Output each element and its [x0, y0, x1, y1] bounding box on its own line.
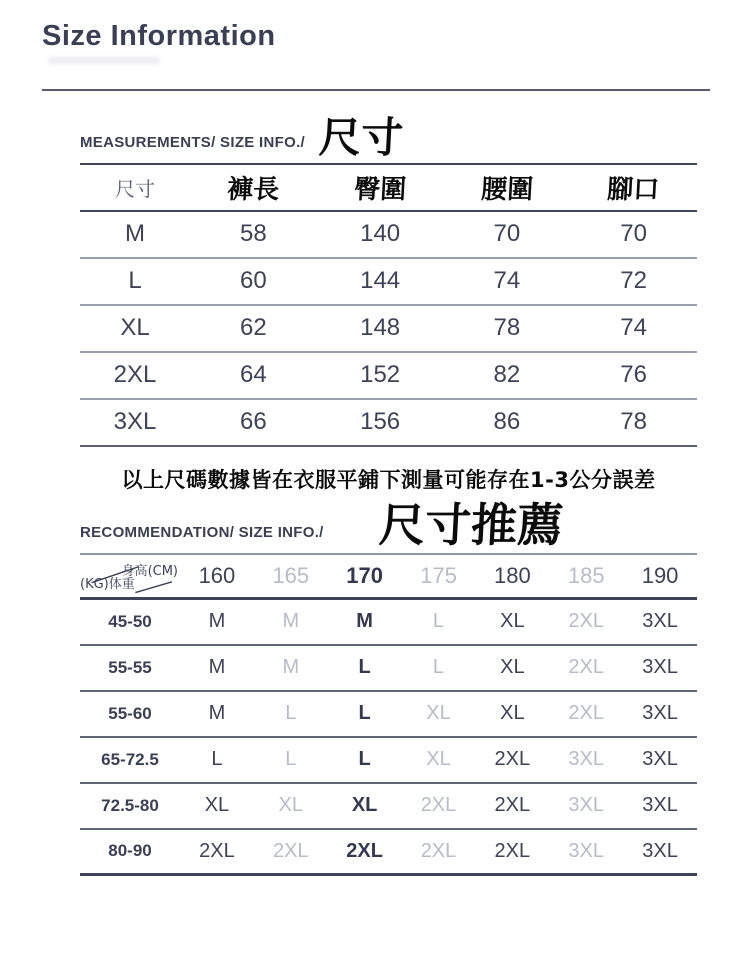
size-recommendation-cell: 2XL	[420, 839, 457, 862]
column-header-height: 165	[272, 562, 310, 588]
weight-range-label: 45-50	[108, 611, 152, 631]
table-row-weight-55-55	[80, 646, 697, 692]
table-row-weight-80-90	[80, 830, 697, 876]
size-recommendation-cell: L	[211, 748, 223, 771]
size-label: L	[128, 267, 142, 295]
column-header-height: 160	[198, 562, 236, 588]
column-header-height: 175	[420, 562, 457, 588]
size-recommendation-cell: 2XL	[568, 610, 604, 633]
size-recommendation-cell: XL	[500, 702, 525, 725]
size-recommendation-cell: XL	[204, 794, 230, 817]
weight-range-label: 55-60	[108, 703, 152, 723]
size-recommendation-cell: L	[358, 656, 371, 679]
page-title: Size Information	[42, 20, 276, 52]
size-recommendation-cell: 3XL	[642, 748, 678, 771]
size-recommendation-cell: XL	[500, 656, 525, 679]
column-header-size: 尺寸	[115, 176, 155, 201]
size-recommendation-cell: XL	[426, 748, 451, 771]
table-cell: 86	[493, 408, 521, 436]
table-cell: 152	[360, 361, 401, 389]
table-cell: 140	[360, 220, 401, 248]
measurements-heading	[80, 113, 697, 162]
size-recommendation-cell: 3XL	[642, 794, 678, 817]
column-header-pants-length: 褲長	[226, 174, 281, 205]
size-recommendation-cell: 3XL	[642, 839, 678, 862]
size-recommendation-cell: XL	[426, 702, 451, 725]
weight-range-label: 72.5-80	[101, 795, 159, 815]
recommendation-heading-calligraphy: 尺寸推薦	[377, 497, 565, 552]
column-header-height: 185	[567, 562, 605, 588]
table-row-weight-45-50	[80, 600, 697, 646]
measurements-table-header	[80, 163, 697, 212]
size-recommendation-cell: 2XL	[568, 656, 604, 679]
table-row-l	[80, 259, 697, 306]
size-recommendation-cell: M	[208, 656, 226, 679]
size-recommendation-cell: 2XL	[420, 794, 457, 817]
table-cell: 64	[240, 361, 267, 389]
size-recommendation-cell: 3XL	[568, 839, 604, 862]
size-recommendation-cell: M	[208, 702, 226, 725]
weight-range-label: 80-90	[108, 841, 152, 861]
column-header-height: 190	[641, 562, 679, 588]
size-recommendation-cell: 2XL	[272, 839, 309, 862]
measurements-heading-label: MEASUREMENTS/ SIZE INFO./	[80, 133, 306, 151]
table-cell: 78	[493, 314, 521, 342]
size-recommendation-cell: L	[285, 702, 297, 725]
table-cell: 156	[360, 408, 401, 436]
measurements-table	[80, 163, 697, 447]
table-cell: 72	[620, 267, 647, 295]
measurement-disclaimer-note: 以上尺碼數據皆在衣服平鋪下測量可能存在1-3公分誤差	[121, 467, 656, 492]
size-recommendation-cell: 3XL	[642, 656, 678, 679]
size-recommendation-cell: L	[432, 610, 445, 633]
size-recommendation-cell: M	[282, 610, 300, 633]
title-smudge-artifact	[48, 57, 160, 64]
size-recommendation-cell: M	[356, 610, 373, 633]
table-cell: 144	[360, 267, 401, 295]
size-recommendation-cell: 3XL	[568, 748, 604, 771]
size-recommendation-cell: L	[432, 656, 445, 679]
corner-height-label: 身高(CM)	[121, 563, 178, 579]
size-recommendation-cell: 2XL	[494, 794, 531, 817]
table-row-weight-55-60	[80, 692, 697, 738]
size-recommendation-cell: 2XL	[199, 839, 235, 862]
recommendation-heading-label: RECOMMENDATION/ SIZE INFO./	[80, 523, 324, 541]
size-recommendation-cell: 2XL	[568, 702, 604, 725]
table-cell: 74	[620, 314, 647, 342]
title-divider	[42, 89, 710, 91]
table-cell: 82	[493, 361, 521, 389]
column-header-waist: 腰圍	[479, 174, 534, 205]
table-cell: 70	[493, 220, 521, 248]
table-cell: 76	[620, 361, 647, 389]
size-recommendation-cell: M	[282, 656, 300, 679]
content-area	[80, 113, 697, 876]
size-recommendation-cell: 3XL	[568, 794, 604, 817]
size-recommendation-cell: XL	[500, 610, 525, 633]
table-cell: 58	[240, 220, 267, 248]
table-row-weight-72.5-80	[80, 784, 697, 830]
recommendation-table-header	[80, 553, 697, 600]
weight-range-label: 55-55	[108, 657, 152, 677]
column-header-height: 170	[346, 562, 383, 588]
size-recommendation-cell: 2XL	[494, 839, 531, 862]
size-recommendation-cell: L	[358, 748, 371, 771]
table-cell: 62	[240, 314, 267, 342]
table-row-3xl	[80, 400, 697, 447]
measurements-heading-calligraphy: 尺寸	[317, 113, 405, 162]
size-label: M	[125, 220, 145, 248]
column-header-height: 180	[493, 562, 531, 588]
size-recommendation-cell: 3XL	[642, 610, 678, 633]
size-recommendation-cell: L	[285, 748, 297, 771]
table-row-m	[80, 212, 697, 259]
size-recommendation-cell: L	[358, 702, 371, 725]
table-cell: 74	[493, 267, 521, 295]
size-label: XL	[120, 314, 150, 342]
recommendation-table	[80, 553, 697, 876]
size-recommendation-cell: XL	[278, 794, 303, 817]
table-row-weight-65-72.5	[80, 738, 697, 784]
table-cell: 148	[360, 314, 401, 342]
size-recommendation-cell: 2XL	[494, 748, 531, 771]
size-recommendation-cell: XL	[351, 794, 378, 817]
column-header-leg-opening: 腳口	[606, 174, 661, 205]
size-label: 3XL	[113, 408, 157, 436]
table-row-2xl	[80, 353, 697, 400]
table-cell: 78	[620, 408, 647, 436]
size-label: 2XL	[113, 361, 157, 389]
size-recommendation-cell: M	[208, 610, 226, 633]
weight-range-label: 65-72.5	[101, 749, 159, 769]
table-cell: 60	[240, 267, 267, 295]
size-recommendation-cell: 2XL	[346, 839, 383, 862]
table-cell: 70	[620, 220, 647, 248]
recommendation-heading	[80, 497, 697, 552]
table-cell: 66	[240, 408, 267, 436]
size-recommendation-cell: 3XL	[642, 702, 678, 725]
corner-weight-label: (KG)体重	[80, 576, 135, 592]
column-header-hip: 臀圍	[353, 174, 407, 205]
height-weight-corner-cell	[80, 555, 180, 597]
table-row-xl	[80, 306, 697, 353]
